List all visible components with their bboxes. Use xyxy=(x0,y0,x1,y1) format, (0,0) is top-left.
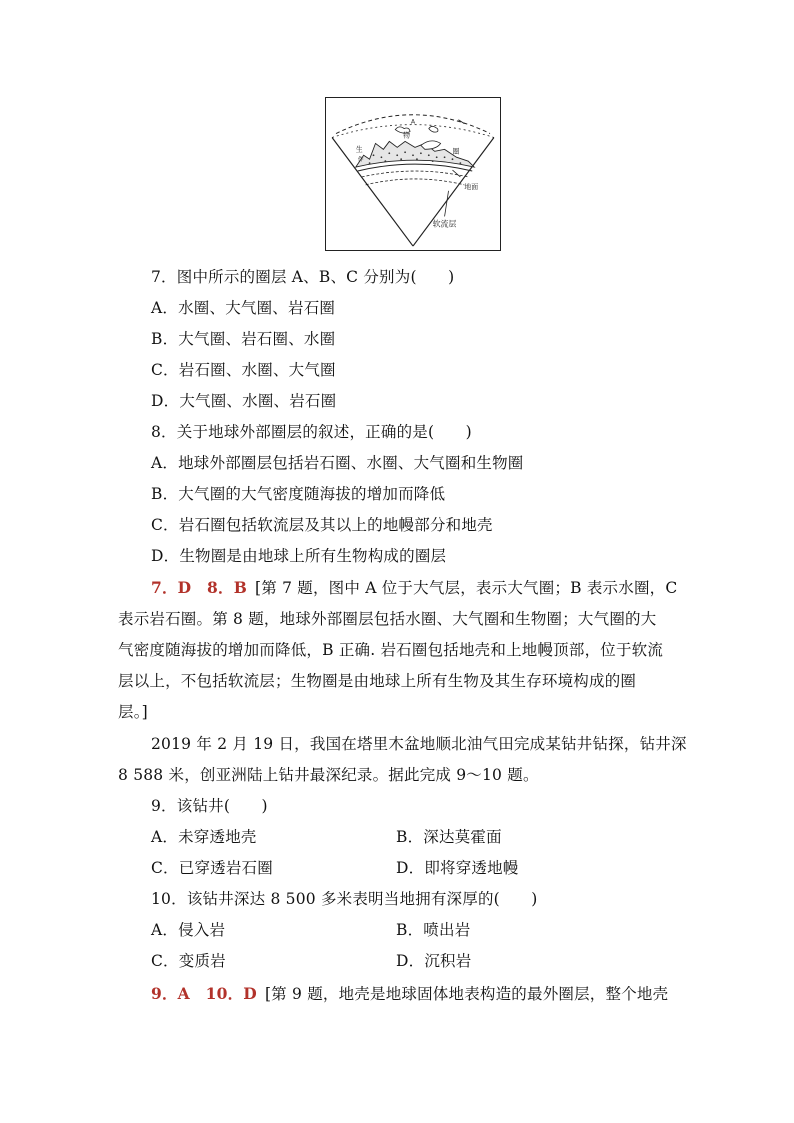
earth-spheres-svg xyxy=(326,98,500,250)
label-sheng: 生 xyxy=(355,145,363,154)
crust-layer-2 xyxy=(362,171,469,177)
q7-option-a[interactable]: A．水圈、大气圈、岩石圈 xyxy=(151,299,336,317)
answer910-key: 9．A 10．D xyxy=(151,984,257,1003)
answer78-line-2: 表示岩石圈。第 8 题，地球外部圈层包括水圈、大气圈和生物圈；大气圈的大 xyxy=(118,610,657,628)
label-quan: 圈 xyxy=(452,147,460,156)
asthenosphere-boundary xyxy=(366,179,465,185)
answer910-first-line xyxy=(151,984,668,1004)
label-a: A xyxy=(411,119,416,126)
q9-option-a[interactable]: A．未穿透地壳 xyxy=(151,828,257,846)
q10-option-d[interactable]: D．沉积岩 xyxy=(396,952,472,970)
q10-option-b[interactable]: B．喷出岩 xyxy=(396,921,471,939)
cloud-2 xyxy=(429,126,438,132)
label-zuo: 作 xyxy=(357,157,364,164)
arrow-dimian xyxy=(452,170,460,177)
hydrosphere-water xyxy=(421,141,441,149)
q8-option-d[interactable]: D．生物圈是由地球上所有生物构成的圈层 xyxy=(151,547,447,565)
q10-option-a[interactable]: A．侵入岩 xyxy=(151,921,226,939)
answer78-line-1: [第 7 题，图中 A 位于大气层，表示大气圈；B 表示水圈，C xyxy=(255,579,678,597)
q9-option-c[interactable]: C．已穿透岩石圈 xyxy=(151,859,273,877)
q8-stem: 8．关于地球外部圈层的叙述，正确的是( ) xyxy=(151,423,472,441)
q8-option-c[interactable]: C．岩石圈包括软流层及其以上的地幔部分和地壳 xyxy=(151,516,493,534)
q9-stem: 9．该钻井( ) xyxy=(151,797,268,815)
answer78-line-5: 层。] xyxy=(118,703,148,721)
q7-option-c[interactable]: C．岩石圈、水圈、大气圈 xyxy=(151,361,336,379)
answer78-key: 7．D 8．B xyxy=(151,578,248,597)
q7-stem: 7．图中所示的圈层 A、B、C 分别为( ) xyxy=(151,268,455,286)
label-wu: 物 xyxy=(403,131,411,140)
q9-option-d[interactable]: D．即将穿透地幔 xyxy=(396,859,519,877)
q10-stem: 10．该钻井深达 8 500 多米表明当地拥有深厚的( ) xyxy=(151,890,538,908)
intro-line-2: 8 588 米，创亚洲陆上钻井最深纪录。据此完成 9～10 题。 xyxy=(118,766,539,784)
q7-option-b[interactable]: B．大气圈、岩石圈、水圈 xyxy=(151,330,336,348)
q7-option-d[interactable]: D．大气圈、水圈、岩石圈 xyxy=(151,392,337,410)
label-ruanliuceng: 软流层 xyxy=(432,219,457,229)
q8-option-b[interactable]: B．大气圈的大气密度随海拔的增加而降低 xyxy=(151,485,446,503)
label-dimian: 地面 xyxy=(464,182,479,191)
answer78-first-line xyxy=(151,578,677,598)
earth-spheres-diagram xyxy=(325,97,501,251)
intro-line-1: 2019 年 2 月 19 日，我国在塔里木盆地顺北油气田完成某钻井钻探，钻井深 xyxy=(151,735,687,753)
answer78-line-3: 气密度随海拔的增加而降低，B 正确. 岩石圈包括地壳和上地幔顶部，位于软流 xyxy=(118,641,664,659)
q8-option-a[interactable]: A．地球外部圈层包括岩石圈、水圈、大气圈和生物圈 xyxy=(151,454,524,472)
outer-arc xyxy=(332,125,494,138)
q9-option-b[interactable]: B．深达莫霍面 xyxy=(396,828,502,846)
q10-option-c[interactable]: C．变质岩 xyxy=(151,952,226,970)
crust-layer-1 xyxy=(358,164,472,171)
answer78-line-4: 层以上，不包括软流层；生物圈是由地球上所有生物及其生存环境构成的圈 xyxy=(118,672,637,690)
answer910-line-1: [第 9 题，地壳是地球固体地表构造的最外圈层，整个地壳 xyxy=(264,985,669,1003)
